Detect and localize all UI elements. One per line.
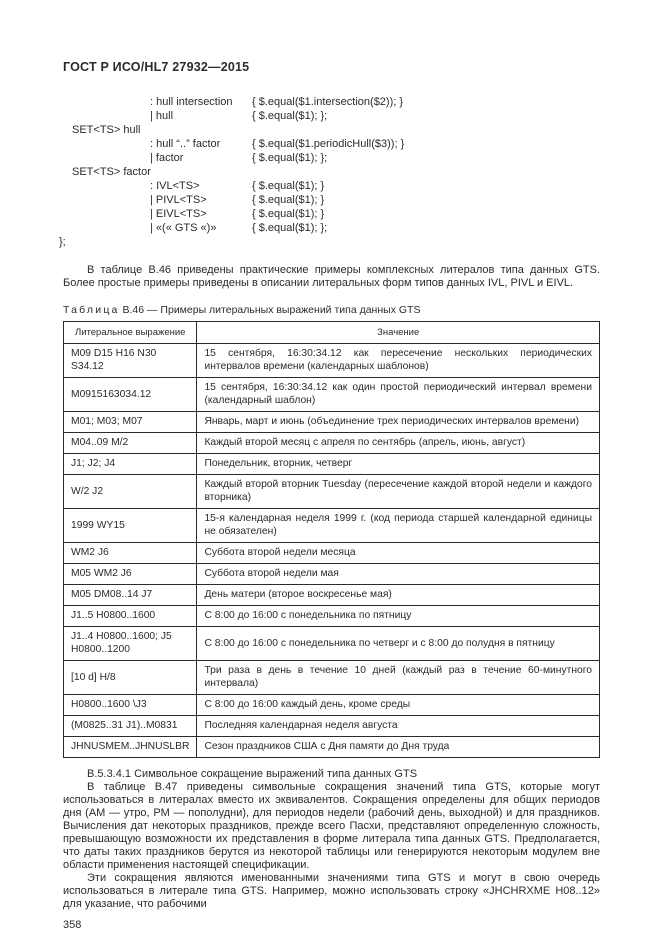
code-decl-label: SET<TS> factor [72, 166, 151, 178]
value-cell: С 8:00 до 16:00 с понедельника по четверг и с 8:00 до полудня в пятницу [197, 627, 600, 661]
code-rule-action: { $.equal($1); }; [252, 152, 328, 164]
table-row [64, 378, 600, 412]
code-rule-label: | «(« GTS «)» [150, 222, 217, 234]
section-heading: В.5.3.4.1 Символьное сокращение выражений типа данных GTS [87, 768, 418, 780]
literal-cell: JHNUSMEM..JHNUSLBR [64, 737, 197, 758]
code-close-brace: }; [59, 236, 66, 248]
section-paragraph: Эти сокращения являются именованными значениями типа GTS и могут в свою очередь использоваться в литерале типа GTS. Например, можно использовать строку «JHCHRXME H08..12» для указание, что рабочими [63, 872, 600, 910]
table-row [64, 606, 600, 627]
table-row [64, 661, 600, 695]
code-rule-label: : hull intersection [150, 96, 233, 108]
value-cell: Последняя календарная неделя августа [197, 716, 600, 737]
code-rule-label: | EIVL<TS> [150, 208, 207, 220]
code-rule-action: { $.equal($1); }; [252, 110, 328, 122]
code-rule-action: { $.equal($1.periodicHull($3)); } [252, 138, 405, 150]
literal-cell: H0800..1600 \J3 [64, 695, 197, 716]
literal-cell: M01; M03; M07 [64, 412, 197, 433]
code-rule-label: | hull [150, 110, 174, 122]
code-line [63, 151, 600, 165]
table-row [64, 344, 600, 378]
code-block [59, 95, 600, 249]
page-title: ГОСТ Р ИСО/HL7 27932—2015 [63, 60, 250, 74]
code-line [63, 179, 600, 193]
value-cell: 15-я календарная неделя 1999 г. (код периода старшей календарной единицы не обязателен) [197, 509, 600, 543]
literal-cell: M09 D15 H16 N30 S34.12 [64, 344, 197, 378]
code-rule-action: { $.equal($1); }; [252, 222, 328, 234]
table-caption [63, 304, 600, 316]
literal-cell: M05 DM08..14 J7 [64, 585, 197, 606]
table-caption-text: В.46 — Примеры литеральных выражений типа данных GTS [119, 304, 421, 316]
code-line [63, 221, 600, 235]
code-line [63, 109, 600, 123]
code-line [63, 95, 600, 109]
value-cell: Каждый второй месяц с апреля по сентябрь (апрель, июнь, август) [197, 433, 600, 454]
value-cell: С 8:00 до 16:00 каждый день, кроме среды [197, 695, 600, 716]
intro-paragraph: В таблице В.46 приведены практические примеры комплексных литералов типа данных GTS. Более простые примеры приведены в описании литеральных форм типов данных IVL, PIVL и EIVL. [63, 264, 600, 289]
literal-cell: J1; J2; J4 [64, 454, 197, 475]
column-header-literal: Литеральное выражение [64, 322, 197, 344]
literal-cell: [10 d] H/8 [64, 661, 197, 695]
table-row [64, 433, 600, 454]
code-line [63, 137, 600, 151]
value-cell: Январь, март и июнь (объединение трех периодических интервалов времени) [197, 412, 600, 433]
literal-cell: M04..09 M/2 [64, 433, 197, 454]
literal-cell: WM2 J6 [64, 543, 197, 564]
literal-cell: (M0825..31 J1)..M0831 [64, 716, 197, 737]
code-line [63, 193, 600, 207]
literal-cell: 1999 WY15 [64, 509, 197, 543]
table-row [64, 454, 600, 475]
code-rule-action: { $.equal($1); } [252, 194, 325, 206]
value-cell: Суббота второй недели месяца [197, 543, 600, 564]
literal-cell: J1..4 H0800..1600; J5 H0800..1200 [64, 627, 197, 661]
value-cell: Сезон праздников США с Дня памяти до Дня труда [197, 737, 600, 758]
literal-cell: M0915163034.12 [64, 378, 197, 412]
table-header-row [64, 322, 600, 344]
literal-cell: J1..5 H0800..1600 [64, 606, 197, 627]
table-row [64, 627, 600, 661]
code-line [59, 235, 600, 249]
table-row [64, 585, 600, 606]
code-line [63, 207, 600, 221]
table-row [64, 716, 600, 737]
code-rule-label: | factor [150, 152, 184, 164]
code-line [63, 165, 600, 179]
code-rule-action: { $.equal($1.intersection($2)); } [252, 96, 404, 108]
value-cell: День матери (второе воскресенье мая) [197, 585, 600, 606]
value-cell: С 8:00 до 16:00 с понедельника по пятницу [197, 606, 600, 627]
table-caption-word: Таблица [63, 304, 120, 316]
table-row [64, 509, 600, 543]
code-rule-action: { $.equal($1); } [252, 208, 325, 220]
value-cell: Каждый второй вторник Tuesday (пересечение каждой второй недели и каждого вторника) [197, 475, 600, 509]
page-content [59, 0, 600, 931]
table-row [64, 737, 600, 758]
value-cell: Суббота второй недели мая [197, 564, 600, 585]
table-row [64, 475, 600, 509]
table-row [64, 564, 600, 585]
table-row [64, 412, 600, 433]
code-rule-label: : IVL<TS> [150, 180, 200, 192]
code-decl-label: SET<TS> hull [72, 124, 141, 136]
column-header-value: Значение [197, 322, 600, 344]
value-cell: 15 сентября, 16:30:34.12 как пересечение нескольких периодических интервалов времени (календарных шаблонов) [197, 344, 600, 378]
value-cell: Понедельник, вторник, четверг [197, 454, 600, 475]
value-cell: 15 сентября, 16:30:34.12 как один простой периодический интервал времени (календарный шаблон) [197, 378, 600, 412]
code-rule-action: { $.equal($1); } [252, 180, 325, 192]
table-row [64, 695, 600, 716]
section-paragraph: В таблице В.47 приведены символьные сокращения значений типа GTS, которые могут использоваться в литералах вместо их эквивалентов. Сокращения определены для общих периодов дня (AM — утро, PM — пополудни), для периодов недели (рабочий день, выходной) и для праздников. Вычисления дат некоторых праздников, прежде всего Пасхи, представляют определенную сложность, превышающую возможности их представления в форме литерала типа данных GTS. Предполагается, что даты таких праздников берутся из некоторой таблицы или генерируются некоторым модулем вне области применения настоящей спецификации. [63, 781, 600, 871]
code-rule-label: : hull “..” factor [150, 138, 221, 150]
code-rule-label: | PIVL<TS> [150, 194, 207, 206]
code-line [63, 123, 600, 137]
data-table [63, 321, 600, 758]
page-number: 358 [63, 919, 82, 931]
table-row [64, 543, 600, 564]
value-cell: Три раза в день в течение 10 дней (каждый раз в течение 60-минутного интервала) [197, 661, 600, 695]
literal-cell: M05 WM2 J6 [64, 564, 197, 585]
literal-cell: W/2 J2 [64, 475, 197, 509]
